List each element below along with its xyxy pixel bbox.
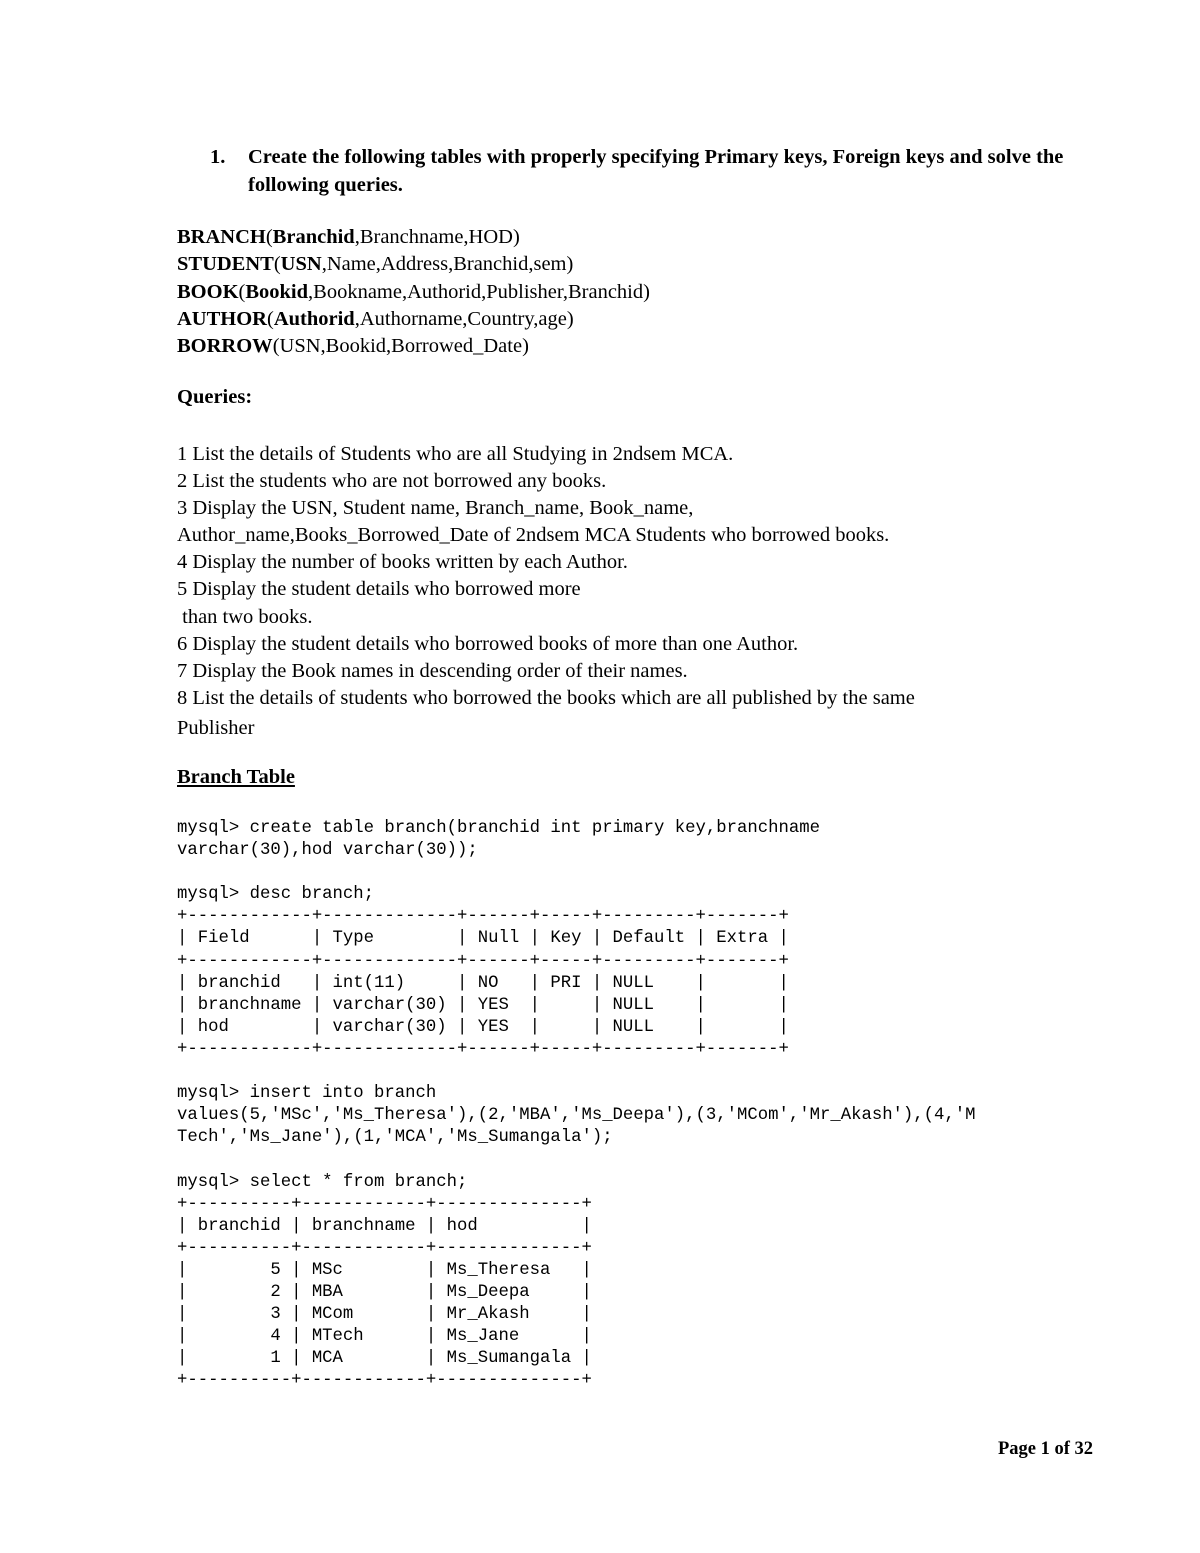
code-line: | Field | Type | Null | Key | Default | Extra | xyxy=(177,929,789,949)
schema-primary-key: USN xyxy=(280,253,322,276)
code-line: +----------+------------+--------------+ xyxy=(177,1194,592,1214)
schema-row xyxy=(177,279,650,306)
code-line: +------------+-------------+------+-----+---------+-------+ xyxy=(177,1039,789,1059)
code-line: mysql> insert into branch xyxy=(177,1084,437,1104)
query-line: 2 List the students who are not borrowed any books. xyxy=(177,470,607,493)
question-number: 1. xyxy=(210,146,226,168)
code-line: | hod | varchar(30) | YES | | NULL | | xyxy=(177,1017,789,1037)
query-line: than two books. xyxy=(177,605,313,628)
sql-code-block xyxy=(177,818,976,1392)
schema-table-name: AUTHOR xyxy=(177,307,267,330)
schema-open-paren: ( xyxy=(238,280,246,303)
schema-open-paren: ( xyxy=(272,335,280,358)
code-line: | branchid | branchname | hod | xyxy=(177,1216,592,1236)
code-line: values(5,'MSc','Ms_Theresa'),(2,'MBA','Ms_Deepa'),(3,'MCom','Mr_Akash'),(4,'M xyxy=(177,1106,976,1126)
schema-list xyxy=(177,224,650,360)
code-line: +------------+-------------+------+-----+---------+-------+ xyxy=(177,907,789,927)
code-line xyxy=(177,1061,976,1083)
schema-table-name: BORROW xyxy=(177,335,273,358)
schema-open-paren: ( xyxy=(265,226,273,248)
code-line: | 2 | MBA | Ms_Deepa | xyxy=(177,1282,592,1302)
code-line: mysql> select * from branch; xyxy=(177,1172,468,1192)
query-line: 1 List the details of Students who are all Studying in 2ndsem MCA. xyxy=(177,443,734,465)
code-line xyxy=(177,862,976,884)
schema-primary-key: Authorid xyxy=(273,307,355,330)
section-title: Branch Table xyxy=(177,766,295,788)
schema-primary-key: Branchid xyxy=(272,226,355,248)
schema-primary-key: Bookid xyxy=(245,280,309,303)
query-line: 5 Display the student details who borrowed more xyxy=(177,578,581,601)
question-text: Create the following tables with properly specifying Primary keys, Foreign keys and solve the following queries. xyxy=(248,146,1064,196)
code-line xyxy=(177,1149,976,1171)
code-line: | branchname | varchar(30) | YES | | NULL | | xyxy=(177,995,789,1015)
schema-columns: ,Authorname,Country,age) xyxy=(354,307,574,330)
code-line: | 3 | MCom | Mr_Akash | xyxy=(177,1305,592,1325)
schema-columns: ,Name,Address,Branchid,sem) xyxy=(321,253,574,276)
schema-open-paren: ( xyxy=(266,307,274,330)
schema-columns: ,Branchname,HOD) xyxy=(354,226,520,248)
code-line: +------------+-------------+------+-----+---------+-------+ xyxy=(177,951,789,971)
query-line: 4 Display the number of books written by each Author. xyxy=(177,551,628,574)
page-number: Page 1 of 32 xyxy=(997,1439,1093,1459)
query-line: 7 Display the Book names in descending order of their names. xyxy=(177,659,688,682)
code-line: | branchid | int(11) | NO | PRI | NULL | | xyxy=(177,973,789,993)
query-line: Author_name,Books_Borrowed_Date of 2ndsem MCA Students who borrowed books. xyxy=(177,524,890,547)
schema-columns: ,Bookname,Authorid,Publisher,Branchid) xyxy=(308,280,650,303)
query-line: 6 Display the student details who borrowed books of more than one Author. xyxy=(177,632,799,655)
code-line: | 4 | MTech | Ms_Jane | xyxy=(177,1327,592,1347)
query-line: 3 Display the USN, Student name, Branch_name, Book_name, xyxy=(177,497,694,520)
schema-row xyxy=(177,224,650,251)
code-line: mysql> create table branch(branchid int primary key,branchname xyxy=(177,819,820,838)
schema-open-paren: ( xyxy=(273,253,281,276)
schema-row xyxy=(177,251,650,278)
code-line: +----------+------------+--------------+ xyxy=(177,1371,592,1391)
code-line: Tech','Ms_Jane'),(1,'MCA','Ms_Sumangala'); xyxy=(177,1128,613,1148)
schema-columns: USN,Bookid,Borrowed_Date) xyxy=(279,335,529,358)
schema-table-name: STUDENT xyxy=(177,253,274,276)
queries-list xyxy=(177,441,1077,742)
schema-row xyxy=(177,306,650,333)
code-line: +----------+------------+--------------+ xyxy=(177,1238,592,1258)
schema-row xyxy=(177,333,650,360)
code-line: varchar(30),hod varchar(30)); xyxy=(177,841,478,861)
code-line: mysql> desc branch; xyxy=(177,885,375,905)
code-line: | 1 | MCA | Ms_Sumangala | xyxy=(177,1349,592,1369)
schema-table-name: BOOK xyxy=(177,280,239,303)
code-line: | 5 | MSc | Ms_Theresa | xyxy=(177,1260,592,1280)
query-line: 8 List the details of students who borrowed the books which are all published by the same xyxy=(177,686,915,709)
queries-label: Queries: xyxy=(177,386,253,408)
query-line: Publisher xyxy=(177,716,255,739)
schema-table-name: BRANCH xyxy=(177,226,266,248)
